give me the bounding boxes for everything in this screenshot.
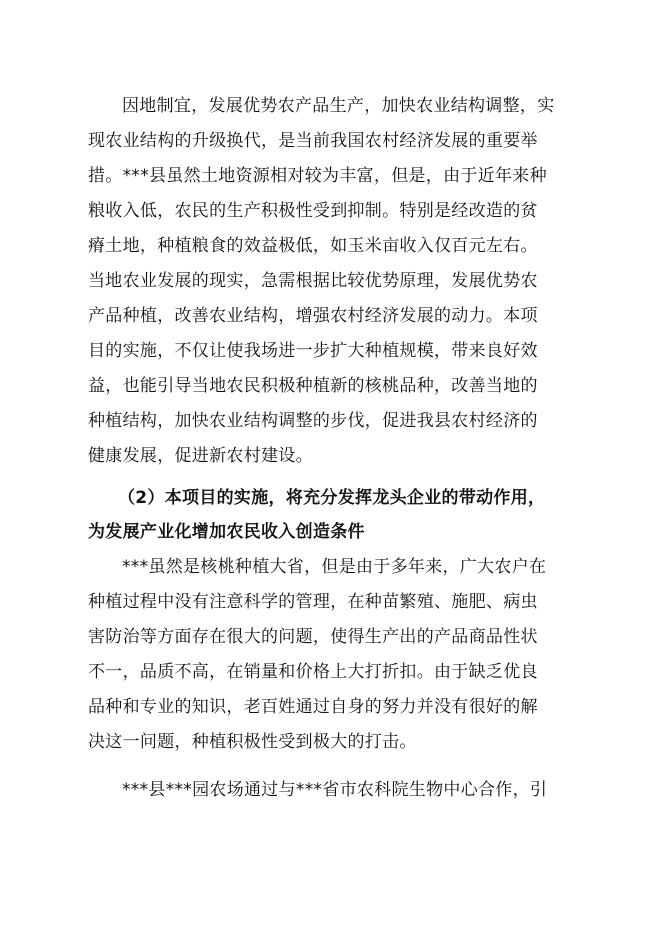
paragraph-2-line-2: 种植过程中没有注意科学的管理，在种苗繁殖、施肥、病虫 — [88, 592, 538, 612]
paragraph-2-line-3: 害防治等方面存在很大的问题，使得生产出的产品商品性状 — [88, 627, 538, 647]
paragraph-1-line-1: 因地制宜，发展优势农产品生产，加快农业结构调整，实 — [122, 96, 555, 116]
paragraph-1-line-4: 粮收入低，农民的生产积极性受到抑制。特别是经改造的贫 — [88, 201, 538, 221]
paragraph-1-line-2: 现农业结构的升级换代，是当前我国农村经济发展的重要举 — [88, 131, 538, 151]
paragraph-1-line-8: 目的实施，不仅让使我场进一步扩大种植规模，带来良好效 — [88, 341, 538, 361]
paragraph-1-line-7: 产品种植，改善农业结构，增强农村经济发展的动力。本项 — [88, 306, 538, 326]
paragraph-2-line-5: 品种和专业的知识，老百姓通过自身的努力并没有很好的解 — [88, 697, 538, 717]
section-heading-line-1: （2）本项目的实施，将充分发挥龙头企业的带动作用， — [118, 488, 546, 508]
section-heading-line-2: 为发展产业化增加农民收入创造条件 — [88, 522, 365, 542]
paragraph-2-line-4: 不一，品质不高，在销量和价格上大打折扣。由于缺乏优良 — [88, 662, 538, 682]
paragraph-1-line-6: 当地农业发展的现实，急需根据比较优势原理，发展优势农 — [88, 271, 538, 291]
paragraph-1-line-11: 健康发展，促进新农村建设。 — [88, 446, 313, 466]
paragraph-1-line-9: 益，也能引导当地农民积极种植新的核桃品种，改善当地的 — [88, 376, 538, 396]
paragraph-3-line-1: ***县***园农场通过与***省市农科院生物中心合作，引 — [122, 780, 548, 800]
paragraph-1-line-5: 瘠土地，种植粮食的效益极低，如玉米亩收入仅百元左右。 — [88, 236, 538, 256]
paragraph-2-line-1: ***虽然是核桃种植大省，但是由于多年来，广大农户在 — [122, 557, 547, 577]
paragraph-2-line-6: 决这一问题，种植积极性受到极大的打击。 — [88, 732, 417, 752]
paragraph-1-line-3: 措。***县虽然土地资源相对较为丰富，但是，由于近年来种 — [88, 166, 547, 186]
paragraph-1-line-10: 种植结构，加快农业结构调整的步伐，促进我县农村经济的 — [88, 411, 538, 431]
